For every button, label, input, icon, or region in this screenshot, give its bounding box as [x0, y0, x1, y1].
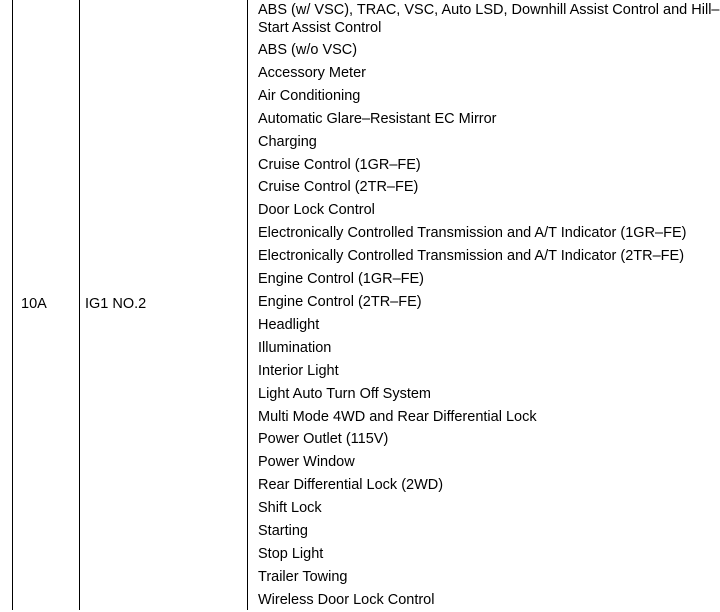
system-item: Cruise Control (1GR–FE)	[258, 156, 421, 173]
system-item: Charging	[258, 133, 317, 150]
fuse-table	[12, 0, 720, 610]
system-item: Shift Lock	[258, 500, 322, 517]
affected-systems-list	[258, 1, 720, 612]
system-item: Power Outlet (115V)	[258, 431, 389, 448]
system-item: Air Conditioning	[258, 87, 361, 104]
column-divider-name	[79, 0, 80, 610]
system-item: Engine Control (1GR–FE)	[258, 271, 425, 288]
system-item: Starting	[258, 523, 308, 540]
system-item: Rear Differential Lock (2WD)	[258, 477, 444, 494]
column-divider-systems	[247, 0, 248, 610]
system-item: Engine Control (2TR–FE)	[258, 293, 422, 310]
fuse-name-cell: IG1 NO.2	[85, 296, 147, 312]
system-item: Interior Light	[258, 362, 339, 379]
system-item: Multi Mode 4WD and Rear Differential Lock	[258, 408, 537, 425]
system-item: Wireless Door Lock Control	[258, 591, 435, 608]
fuse-amperage-cell: 10A	[21, 296, 47, 312]
system-item: Illumination	[258, 339, 332, 356]
system-item: Stop Light	[258, 545, 324, 562]
system-item: Accessory Meter	[258, 64, 366, 81]
system-item: Cruise Control (2TR–FE)	[258, 179, 419, 196]
system-item: ABS (w/ VSC), TRAC, VSC, Auto LSD, Downhill Assist Control and Hill–Start Assist Control	[258, 2, 720, 36]
system-item: Light Auto Turn Off System	[258, 385, 432, 402]
system-item: Headlight	[258, 316, 320, 333]
system-item: ABS (w/o VSC)	[258, 42, 358, 58]
system-item: Electronically Controlled Transmission and A/T Indicator (1GR–FE)	[258, 225, 687, 242]
system-item: Door Lock Control	[258, 202, 375, 219]
system-item: Trailer Towing	[258, 568, 348, 585]
system-item: Automatic Glare–Resistant EC Mirror	[258, 110, 497, 127]
system-item: Electronically Controlled Transmission and A/T Indicator (2TR–FE)	[258, 248, 685, 265]
system-item: Power Window	[258, 454, 355, 471]
